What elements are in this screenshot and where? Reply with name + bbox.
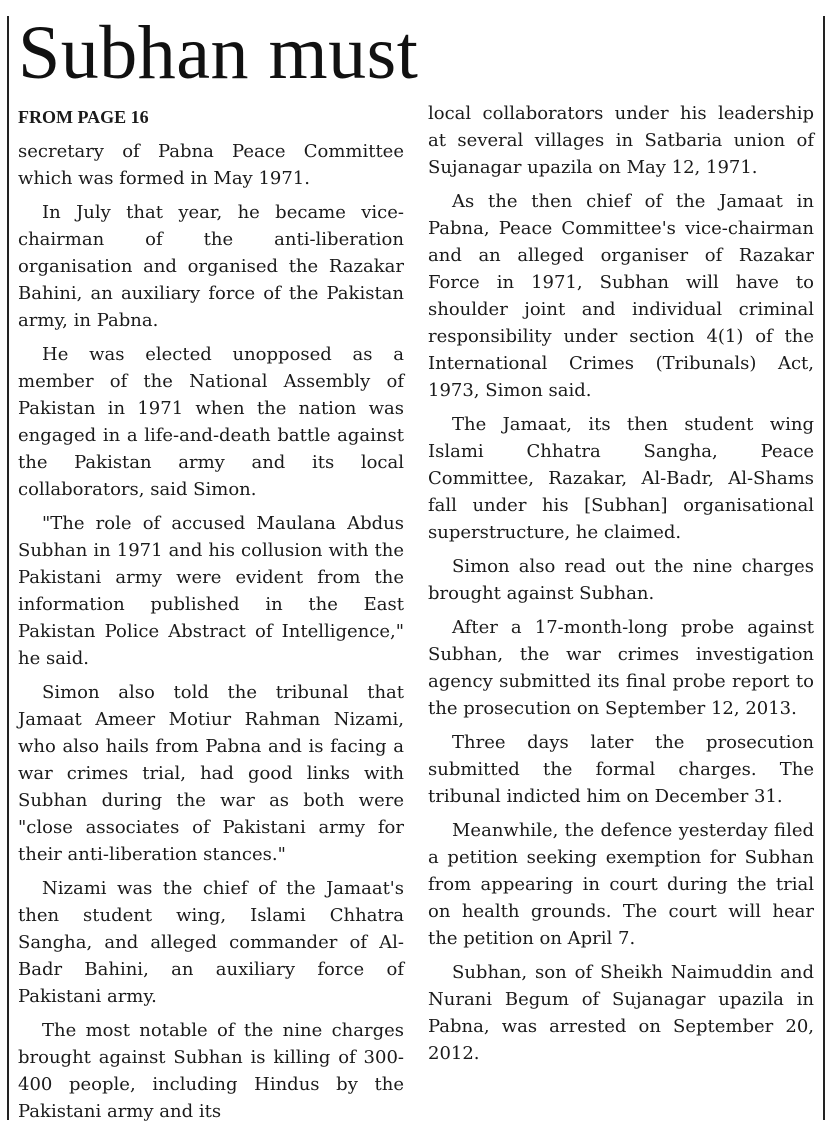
left-column	[18, 104, 404, 1132]
jump-line: FROM PAGE 16	[18, 107, 149, 127]
paragraph: Simon also told the tribunal that Jamaat Ameer Motiur Rahman Nizami, who also hails from Pabna and is facing a war crimes trial, had good links with Subhan during the war as both were "close associates of Pakistani army for their anti-liberation stances."	[18, 682, 404, 865]
paragraph: secretary of Pabna Peace Committee which was formed in May 1971.	[18, 141, 404, 189]
paragraph: The Jamaat, its then student wing Islami Chhatra Sangha, Peace Committee, Razakar, Al-Badr, Al-Shams fall under his [Subhan] organisational superstructure, he claimed.	[428, 414, 814, 543]
paragraph: The most notable of the nine charges brought against Subhan is killing of 300-400 people, including Hindus by the Pakistani army and its	[18, 1020, 404, 1122]
paragraph: After a 17-month-long probe against Subhan, the war crimes investigation agency submitted its final probe report to the prosecution on September 12, 2013.	[428, 617, 814, 719]
paragraph: Simon also read out the nine charges brought against Subhan.	[428, 556, 814, 604]
paragraph: Subhan, son of Sheikh Naimuddin and Nurani Begum of Sujanagar upazila in Pabna, was arrested on September 20, 2012.	[428, 962, 814, 1064]
paragraph: He was elected unopposed as a member of the National Assembly of Pakistan in 1971 when the nation was engaged in a life-and-death battle against the Pakistan army and its local collaborators, said Simon.	[18, 344, 404, 500]
right-column-rule	[823, 16, 825, 1120]
left-column-rule	[7, 16, 9, 1120]
paragraph: "The role of accused Maulana Abdus Subhan in 1971 and his collusion with the Pakistani army were evident from the information published in the East Pakistan Police Abstract of Intelligence," he said.	[18, 513, 404, 669]
paragraph: As the then chief of the Jamaat in Pabna, Peace Committee's vice-chairman and an alleged organiser of Razakar Force in 1971, Subhan will have to shoulder joint and individual criminal responsibility under section 4(1) of the International Crimes (Tribunals) Act, 1973, Simon said.	[428, 191, 814, 401]
paragraph: local collaborators under his leadership at several villages in Satbaria union of Sujanagar upazila on May 12, 1971.	[428, 103, 814, 178]
right-column	[428, 100, 814, 1074]
paragraph: Three days later the prosecution submitted the formal charges. The tribunal indicted him on December 31.	[428, 732, 814, 807]
headline: Subhan must	[18, 11, 419, 95]
paragraph: Meanwhile, the defence yesterday filed a petition seeking exemption for Subhan from appearing in court during the trial on health grounds. The court will hear the petition on April 7.	[428, 820, 814, 949]
paragraph: In July that year, he became vice-chairman of the anti-liberation organisation and organised the Razakar Bahini, an auxiliary force of the Pakistan army, in Pabna.	[18, 202, 404, 331]
paragraph: Nizami was the chief of the Jamaat's then student wing, Islami Chhatra Sangha, and alleged commander of Al-Badr Bahini, an auxiliary force of Pakistani army.	[18, 878, 404, 1007]
